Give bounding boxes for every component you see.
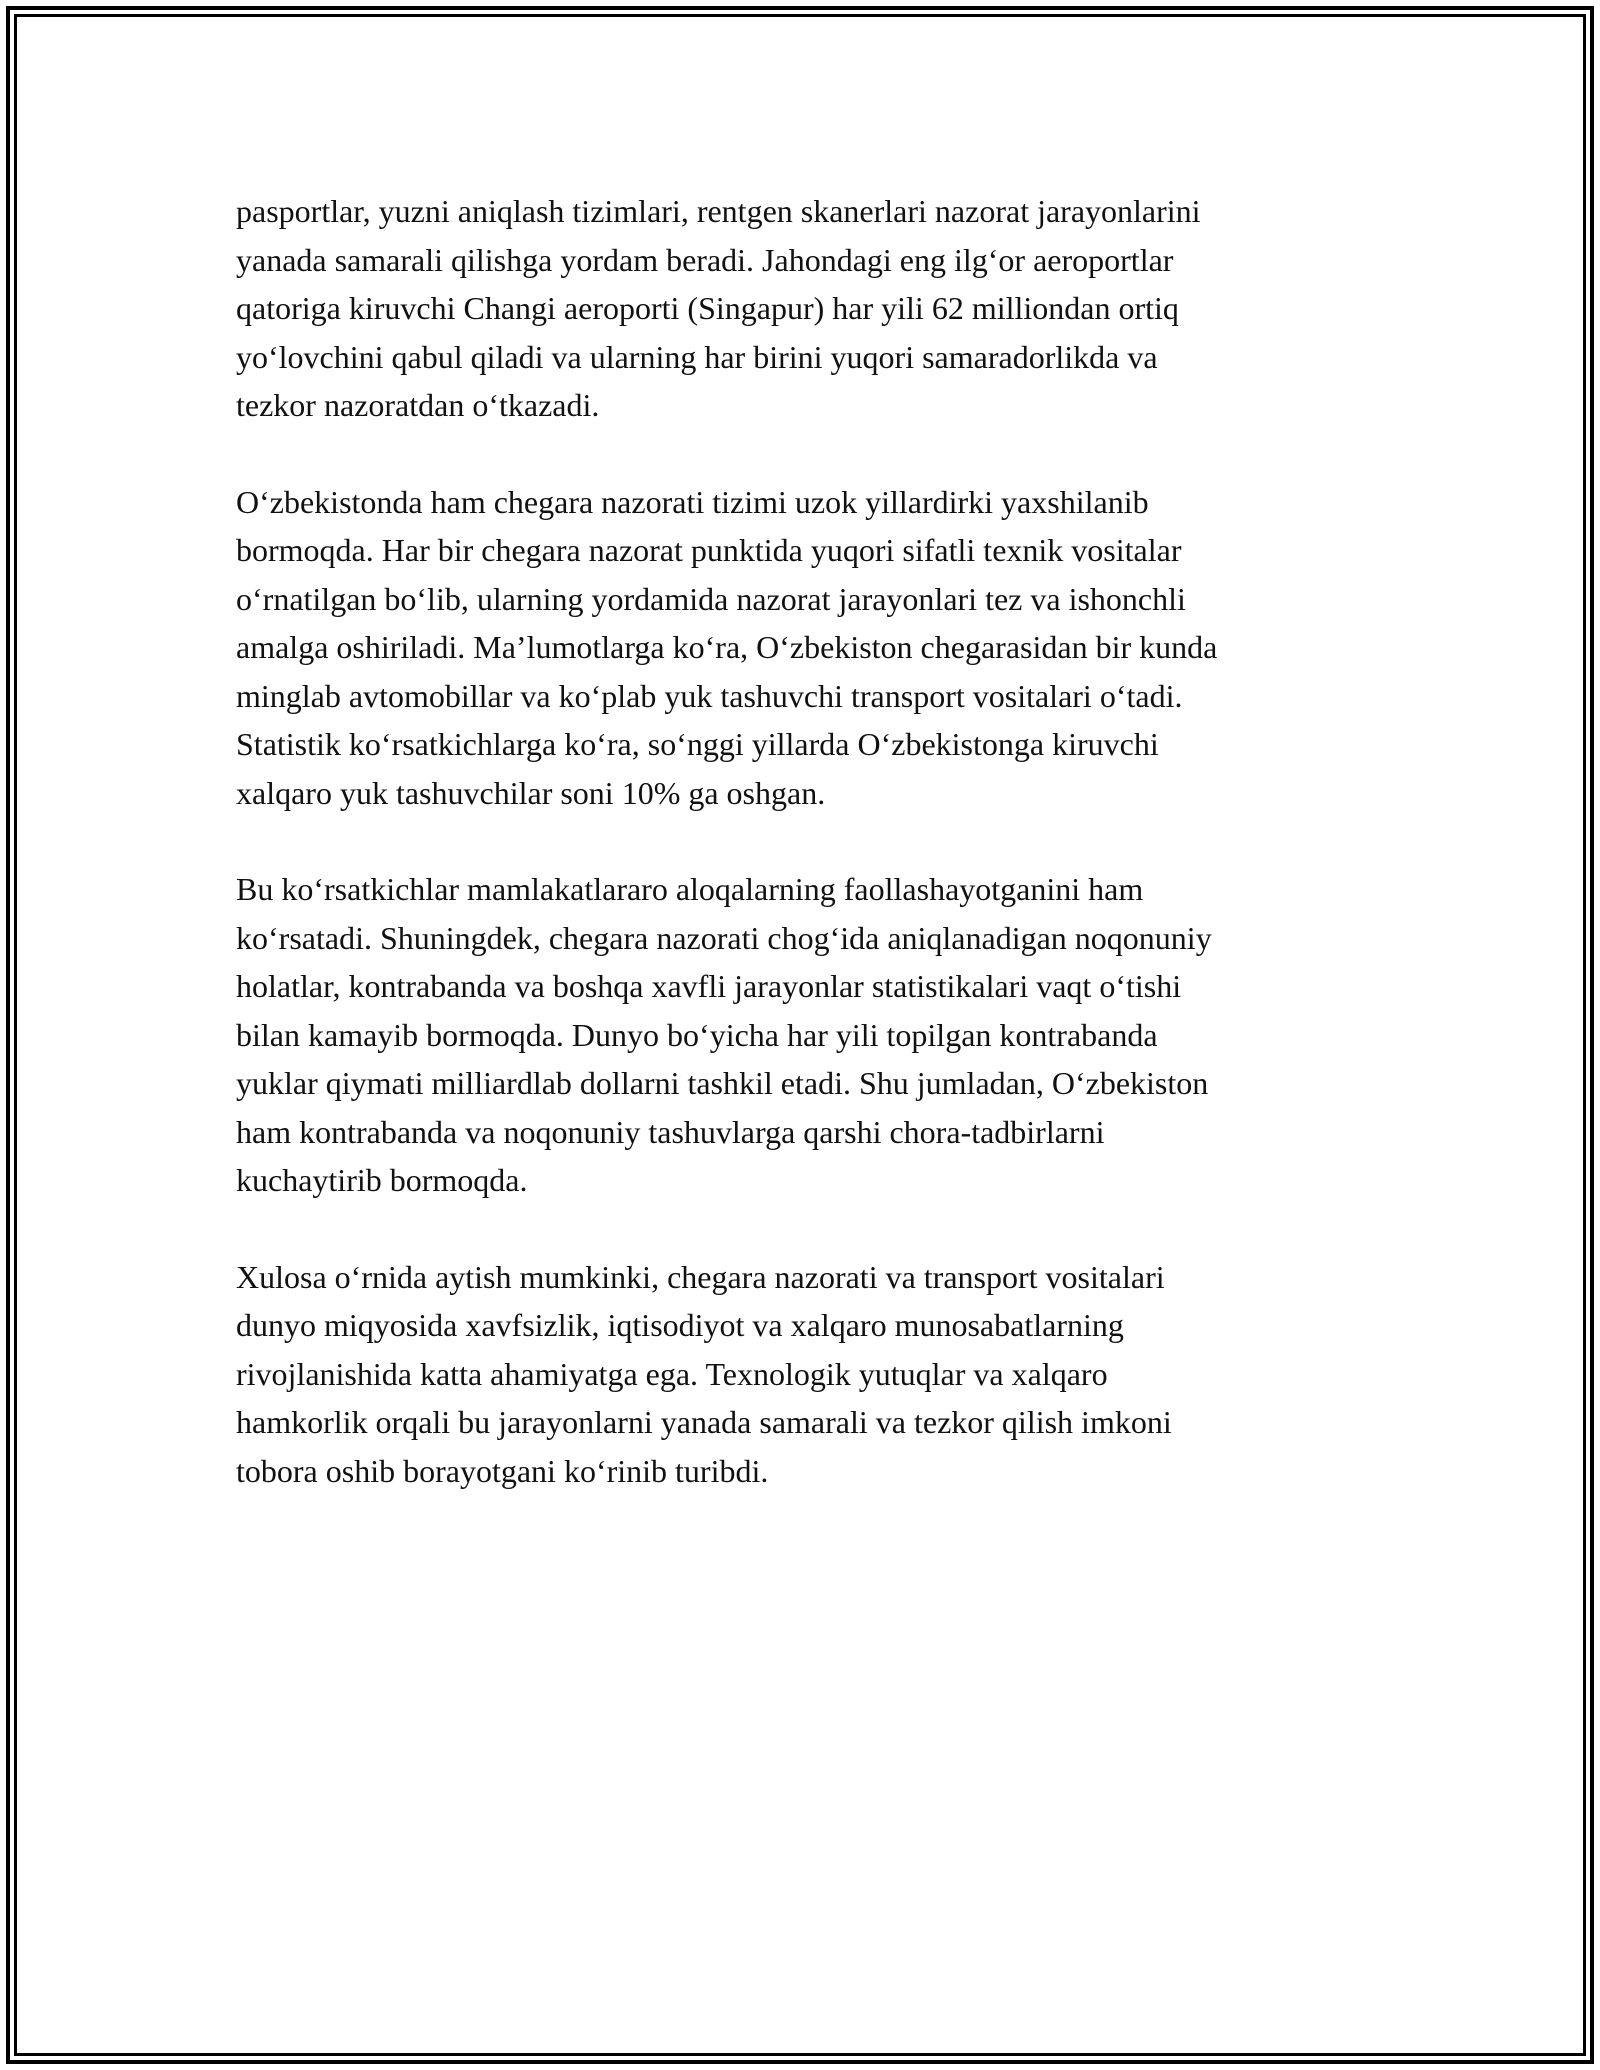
paragraph-technology-airports: pasportlar, yuzni aniqlash tizimlari, rentgen skanerlari nazorat jarayonlarini yanada samarali qilishga yordam beradi. Jahondagi eng ilg‘or aeroportlar qatoriga kiruvchi Changi aeroporti (Singapur) har yili 62 milliondan ortiq yo‘lovchini qabul qiladi va ularning har birini yuqori samaradorlikda va tezkor nazoratdan o‘tkazadi.: [236, 193, 1201, 423]
paragraph-contraband-statistics: Bu ko‘rsatkichlar mamlakatlararo aloqalarning faollashayotganini ham ko‘rsatadi. Shuningdek, chegara nazorati chog‘ida aniqlanadigan noqonuniy holatlar, kontrabanda va boshqa xavfli jarayonlar statistikalari vaqt o‘tishi bilan kamayib bormoqda. Dunyo bo‘yicha har yili topilgan kontrabanda yuklar qiymati milliardlab dollarni tashkil etadi. Shu jumladan, O‘zbekiston ham kontrabanda va noqonuniy tashuvlarga qarshi chora-tadbirlarni kuchaytirib bormoqda.: [236, 871, 1212, 1198]
document-body: [236, 187, 1376, 1543]
paragraph-conclusion: Xulosa o‘rnida aytish mumkinki, chegara nazorati va transport vositalari dunyo miqyosida xavfsizlik, iqtisodiyot va xalqaro munosabatlarning rivojlanishida katta ahamiyatga ega. Texnologik yutuqlar va xalqaro hamkorlik orqali bu jarayonlarni yanada samarali va tezkor qilish imkoni tobora oshib borayotgani ko‘rinib turibdi.: [236, 1258, 1172, 1489]
paragraph-uzbekistan-border-control: O‘zbekistonda ham chegara nazorati tizimi uzok yillardirki yaxshilanib bormoqda. Har bir chegara nazorat punktida yuqori sifatli texnik vositalar o‘rnatilgan bo‘lib, ularning yordamida nazorat jarayonlari tez va ishonchli amalga oshiriladi. Ma’lumotlarga ko‘ra, O‘zbekiston chegarasidan bir kunda minglab avtomobillar va ko‘plab yuk tashuvchi transport vositalari o‘tadi. Statistik ko‘rsatkichlarga ko‘ra, so‘nggi yillarda O‘zbekistonga kiruvchi xalqaro yuk tashuvchilar soni 10% ga oshgan.: [236, 483, 1218, 811]
